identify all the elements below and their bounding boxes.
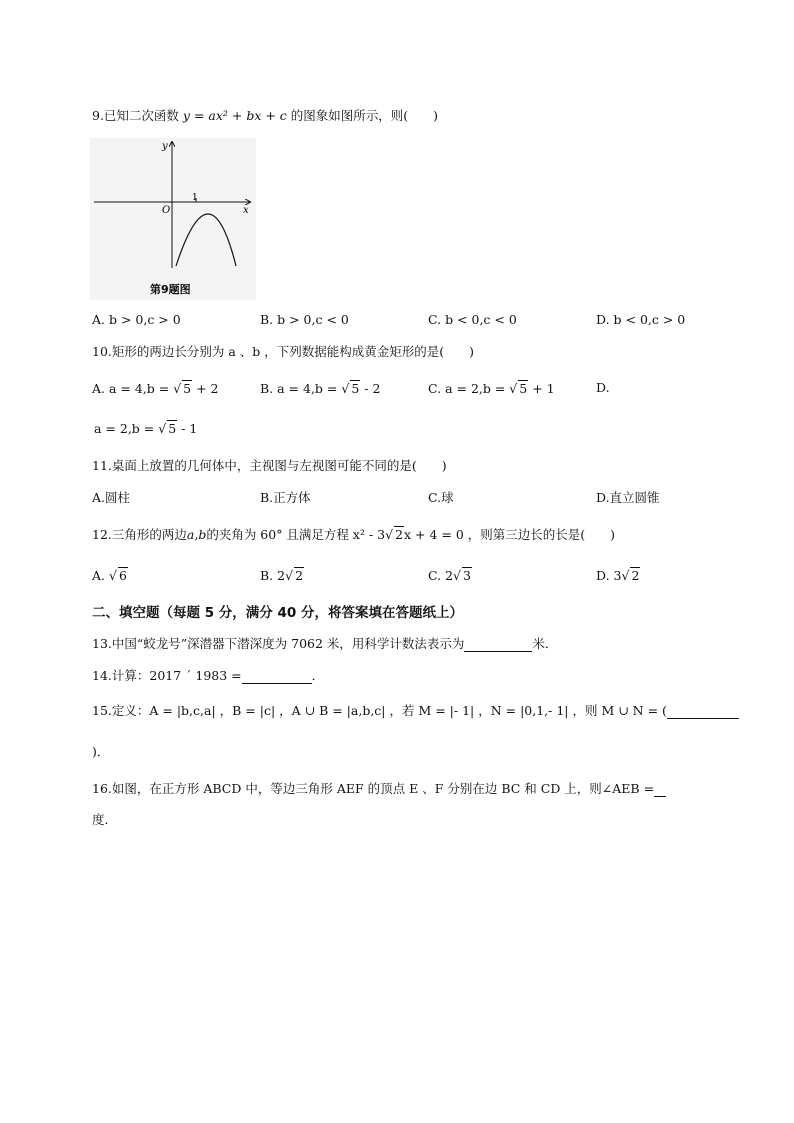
q11-option-a: A.圆柱 <box>92 490 131 505</box>
q11-option-b: B.正方体 <box>260 490 311 505</box>
q11-option-c: C.球 <box>428 490 454 505</box>
q14-pre: 14.计算：2017 ´ 1983 = <box>92 668 242 683</box>
q12-option-d <box>596 567 640 583</box>
q12-d-pre: D. 3 <box>596 568 622 583</box>
q12-option-b <box>260 567 304 583</box>
q12-c-rad: 3 <box>463 568 471 583</box>
q15-line2: )． <box>92 744 110 759</box>
q10-a-post: + 2 <box>192 381 219 396</box>
sqrt-symbol: √ 2 <box>385 527 404 542</box>
y-axis-label: y <box>162 141 168 152</box>
q12-stem-ab: a,b <box>186 527 207 542</box>
q9-option-a: A. b > 0,c > 0 <box>92 312 181 327</box>
q16-line1 <box>92 779 666 797</box>
q10-d-post: - 1 <box>177 421 198 436</box>
q13-post: 米． <box>532 636 558 651</box>
sqrt-symbol: √ 6 <box>108 568 127 583</box>
q12-option-c <box>428 567 472 583</box>
q9-stem <box>92 106 438 124</box>
q12-stem-post: x + 4 = 0 ，则第三边长的长是( ) <box>404 527 616 542</box>
origin-label: O <box>162 205 171 216</box>
sqrt-symbol: √ 2 <box>621 568 640 583</box>
q10-option-a <box>92 380 219 396</box>
q9-option-d: D. b < 0,c > 0 <box>596 312 686 327</box>
q13-pre: 13.中国“蛟龙号”深潜器下潜深度为 7062 米，用科学计数法表示为 <box>92 636 465 651</box>
q10-b-pre: B. a = 4,b = <box>260 381 342 396</box>
q9-formula: y = ax² + bx + c <box>182 108 287 123</box>
q10-b-post: - 2 <box>360 381 381 396</box>
q14 <box>92 666 324 684</box>
q10-a-pre: A. a = 4,b = <box>92 381 174 396</box>
q16-text: 16.如图，在正方形 ABCD 中，等边三角形 AEF 的顶点 E 、F 分别在边 BC 和 CD 上，则∠AEB = <box>92 781 655 796</box>
q12-c-pre: C. 2 <box>428 568 454 583</box>
q14-post: ． <box>311 668 325 683</box>
q16-line2: 度． <box>92 812 118 827</box>
q12-d-rad: 2 <box>631 568 640 583</box>
q13-answer-blank[interactable] <box>464 636 532 652</box>
q9-figure <box>90 138 256 300</box>
sqrt-symbol: √ 2 <box>285 568 304 583</box>
q11-stem: 11.桌面上放置的几何体中，主视图与左视图可能不同的是( ) <box>92 458 447 473</box>
q10-c-rad: 5 <box>519 381 528 396</box>
q11-option-d: D.直立圆锥 <box>596 490 660 505</box>
sqrt-symbol: √ 5 <box>173 381 192 396</box>
q10-option-b <box>260 380 380 396</box>
q12-a-rad: 6 <box>118 568 127 583</box>
q10-option-c <box>428 380 555 396</box>
q12-stem-rad: 2 <box>395 527 404 542</box>
sqrt-symbol: √ 5 <box>509 381 528 396</box>
q15-line1 <box>92 701 739 719</box>
q9-stem-pre: 9.已知二次函数 <box>92 108 179 123</box>
q14-answer-blank[interactable] <box>242 668 312 684</box>
q12-a-pre: A. <box>92 568 109 583</box>
q10-option-d <box>94 420 197 436</box>
q9-option-c: C. b < 0,c < 0 <box>428 312 517 327</box>
q10-b-rad: 5 <box>351 381 360 396</box>
q12-b-rad: 2 <box>295 568 304 583</box>
figure-caption: 第9题图 <box>150 283 191 296</box>
q12-stem <box>92 525 615 543</box>
q12-option-a <box>92 567 128 583</box>
parabola-curve <box>176 214 236 266</box>
q10-stem: 10.矩形的两边长分别为 a 、b ，下列数据能构成黄金矩形的是( ) <box>92 344 475 359</box>
sqrt-symbol: √ 5 <box>158 421 177 436</box>
sqrt-symbol: √ 5 <box>341 381 360 396</box>
q12-stem-pre: 12.三角形的两边 <box>92 527 187 542</box>
x-axis-label: x <box>243 205 249 216</box>
q15-answer-blank[interactable] <box>667 703 739 719</box>
q10-d-pre: a = 2,b = <box>94 421 159 436</box>
q12-stem-mid: 的夹角为 60° 且满足方程 x² - 3 <box>206 527 386 542</box>
q10-c-pre: C. a = 2,b = <box>428 381 510 396</box>
tick-label: 1 <box>192 193 198 203</box>
q15-text: 15.定义：A = |b,c,a| ，B = |c| ，A ∪ B = |a,b,c| ，若 M = |- 1| ，N = |0,1,- 1| ，则 M ∪ N = ( <box>92 703 667 718</box>
parabola-graph <box>90 138 256 300</box>
q10-d-rad: 5 <box>168 421 177 436</box>
q10-option-d-label: D. <box>596 380 610 395</box>
q10-a-rad: 5 <box>183 381 192 396</box>
q12-b-pre: B. 2 <box>260 568 286 583</box>
section-heading: 二、填空题（每题 5 分，满分 40 分，将答案填在答题纸上） <box>92 605 463 621</box>
sqrt-symbol: √ 3 <box>453 568 471 583</box>
q16-answer-blank[interactable] <box>654 781 666 797</box>
q9-stem-post: 的图象如图所示，则( ) <box>290 108 439 123</box>
q10-c-post: + 1 <box>528 381 555 396</box>
q9-option-b: B. b > 0,c < 0 <box>260 312 349 327</box>
q13 <box>92 634 557 652</box>
